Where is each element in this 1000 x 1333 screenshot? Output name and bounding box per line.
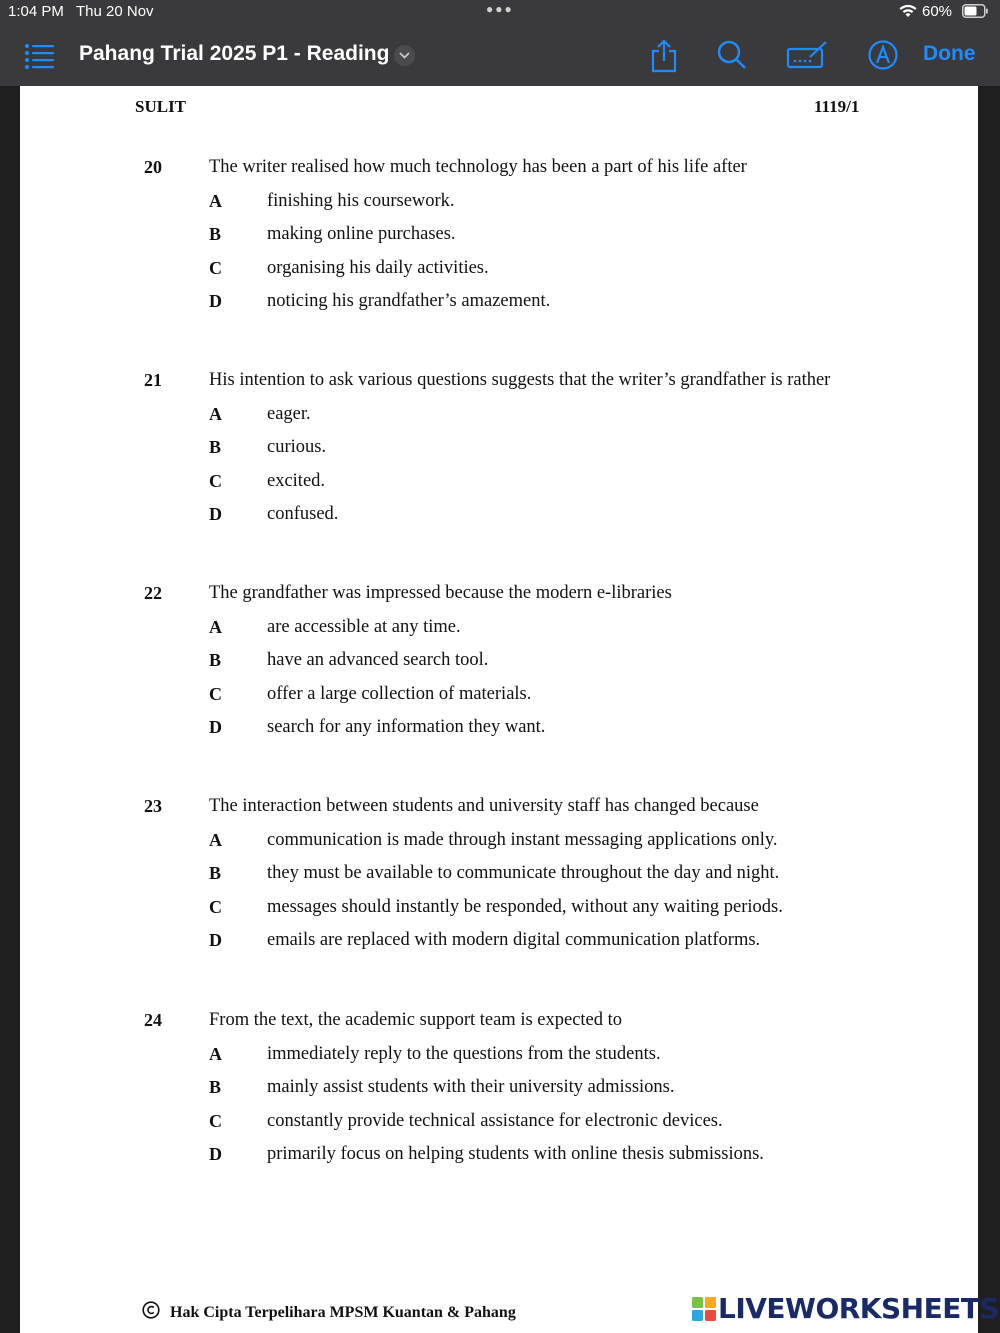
option-letter: A — [209, 404, 222, 424]
option-a[interactable] — [20, 830, 978, 856]
option-text: communication is made through instant messaging applications only. — [267, 830, 778, 850]
option-b[interactable] — [20, 437, 978, 463]
option-text: emails are replaced with modern digital communication platforms. — [267, 930, 761, 950]
option-letter: C — [209, 1111, 222, 1131]
option-a[interactable] — [20, 617, 978, 643]
option-letter: B — [209, 650, 222, 670]
page-header-right: 1119/1 — [814, 97, 860, 116]
status-time: 1:04 PM — [8, 3, 64, 20]
option-d[interactable] — [20, 1144, 978, 1170]
option-letter: C — [209, 258, 222, 278]
question-stem: The writer realised how much technology has been a part of his life after — [209, 157, 747, 177]
wifi-icon — [898, 3, 918, 19]
option-d[interactable] — [20, 717, 978, 743]
status-bar — [0, 0, 1000, 24]
question-stem: The interaction between students and university staff has changed because — [209, 796, 759, 816]
option-letter: D — [209, 930, 222, 950]
document-toolbar — [0, 24, 1000, 86]
status-date: Thu 20 Nov — [76, 3, 154, 20]
option-letter: D — [209, 291, 222, 311]
option-a[interactable] — [20, 1044, 978, 1070]
question-number: 24 — [144, 1010, 162, 1030]
option-d[interactable] — [20, 930, 978, 956]
liveworksheets-watermark — [692, 1292, 1000, 1328]
footer-text: Hak Cipta Terpelihara MPSM Kuantan & Pahang — [170, 1304, 516, 1321]
option-letter: A — [209, 617, 222, 637]
question-24 — [20, 1010, 978, 1190]
option-text: confused. — [267, 504, 339, 524]
option-text: constantly provide technical assistance for electronic devices. — [267, 1111, 723, 1131]
option-d[interactable] — [20, 504, 978, 530]
option-c[interactable] — [20, 684, 978, 710]
option-letter: B — [209, 1077, 222, 1097]
option-letter: C — [209, 897, 222, 917]
question-21 — [20, 370, 978, 550]
question-number: 21 — [144, 370, 162, 390]
option-c[interactable] — [20, 471, 978, 497]
liveworksheets-logo-icon — [692, 1297, 716, 1321]
option-letter: B — [209, 863, 222, 883]
markup-icon[interactable] — [786, 39, 830, 71]
question-stem: From the text, the academic support team is expected to — [209, 1010, 623, 1030]
liveworksheets-text: LIVEWORKSHEETS — [718, 1292, 1000, 1325]
option-letter: C — [209, 684, 222, 704]
page-footer — [142, 1301, 516, 1322]
option-text: curious. — [267, 437, 327, 457]
question-number: 22 — [144, 583, 162, 603]
option-b[interactable] — [20, 650, 978, 676]
question-23 — [20, 796, 978, 976]
option-text: finishing his coursework. — [267, 191, 455, 211]
option-text: messages should instantly be responded, without any waiting periods. — [267, 897, 783, 917]
option-letter: D — [209, 504, 222, 524]
option-letter: B — [209, 224, 222, 244]
option-text: are accessible at any time. — [267, 617, 461, 637]
option-letter: A — [209, 191, 222, 211]
done-button[interactable]: Done — [923, 42, 976, 65]
pen-icon[interactable] — [867, 39, 899, 71]
title-menu-button[interactable] — [394, 45, 415, 66]
option-a[interactable] — [20, 191, 978, 217]
option-c[interactable] — [20, 897, 978, 923]
option-letter: A — [209, 1044, 222, 1064]
option-b[interactable] — [20, 863, 978, 889]
option-text: immediately reply to the questions from the students. — [267, 1044, 661, 1064]
option-text: offer a large collection of materials. — [267, 684, 532, 704]
option-c[interactable] — [20, 258, 978, 284]
question-stem: The grandfather was impressed because the modern e-libraries — [209, 583, 672, 603]
page-header-left: SULIT — [135, 97, 187, 116]
copyright-icon — [142, 1301, 160, 1319]
option-text: primarily focus on helping students with online thesis submissions. — [267, 1144, 764, 1164]
option-b[interactable] — [20, 1077, 978, 1103]
option-c[interactable] — [20, 1111, 978, 1137]
option-letter: B — [209, 437, 222, 457]
option-text: mainly assist students with their university admissions. — [267, 1077, 675, 1097]
option-d[interactable] — [20, 291, 978, 317]
battery-icon — [962, 4, 988, 18]
option-text: excited. — [267, 471, 326, 491]
option-text: eager. — [267, 404, 311, 424]
option-letter: A — [209, 830, 222, 850]
question-number: 23 — [144, 796, 162, 816]
option-text: have an advanced search tool. — [267, 650, 489, 670]
option-text: noticing his grandfather’s amazement. — [267, 291, 551, 311]
question-number: 20 — [144, 157, 162, 177]
option-a[interactable] — [20, 404, 978, 430]
list-icon[interactable] — [24, 40, 56, 70]
option-b[interactable] — [20, 224, 978, 250]
option-letter: D — [209, 1144, 222, 1164]
option-letter: C — [209, 471, 222, 491]
option-letter: D — [209, 717, 222, 737]
chevron-down-icon — [399, 51, 410, 60]
search-icon[interactable] — [716, 39, 748, 71]
document-title[interactable]: Pahang Trial 2025 P1 - Reading — [79, 42, 390, 65]
pdf-page[interactable] — [20, 86, 978, 1333]
question-22 — [20, 583, 978, 763]
share-icon[interactable] — [650, 39, 678, 73]
multitasking-dots-icon[interactable]: ●●● — [486, 2, 514, 16]
question-stem: His intention to ask various questions suggests that the writer’s grandfather is rather — [209, 370, 831, 390]
option-text: organising his daily activities. — [267, 258, 489, 278]
option-text: making online purchases. — [267, 224, 456, 244]
question-20 — [20, 157, 978, 337]
battery-percentage: 60% — [922, 3, 953, 20]
option-text: search for any information they want. — [267, 717, 546, 737]
option-text: they must be available to communicate throughout the day and night. — [267, 863, 780, 883]
